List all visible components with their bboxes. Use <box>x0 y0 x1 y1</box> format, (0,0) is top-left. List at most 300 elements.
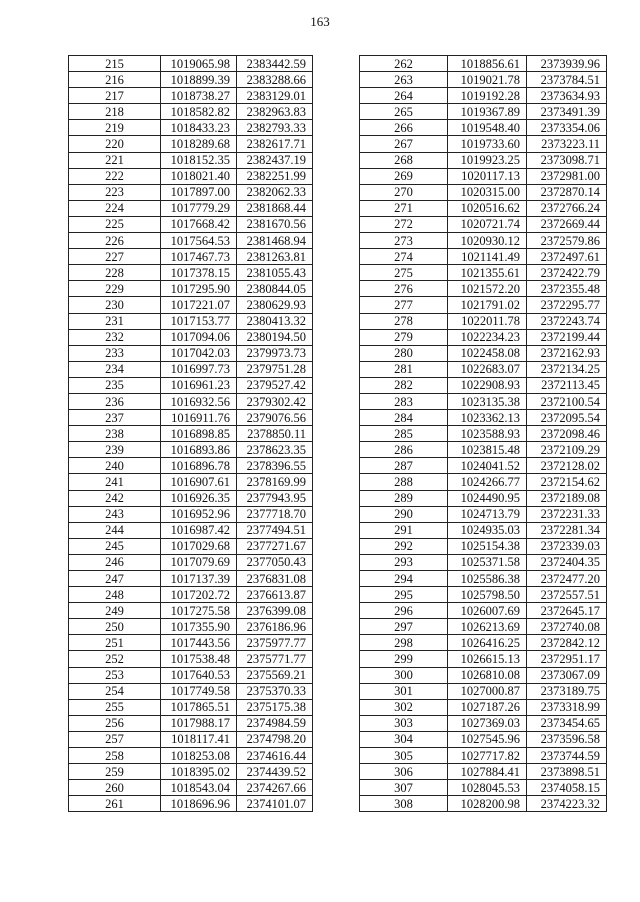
x-coordinate-cell: 1017275.58 <box>161 603 237 619</box>
table-row <box>69 635 313 651</box>
point-number-cell: 295 <box>360 587 448 603</box>
table-row <box>69 393 313 409</box>
table-row <box>360 345 607 361</box>
x-coordinate-cell: 1023362.13 <box>448 410 527 426</box>
table-row <box>360 442 607 458</box>
y-coordinate-cell: 2373454.65 <box>527 715 607 731</box>
point-number-cell: 290 <box>360 506 448 522</box>
x-coordinate-cell: 1017029.68 <box>161 538 237 554</box>
y-coordinate-cell: 2380629.93 <box>237 297 313 313</box>
table-row <box>360 796 607 812</box>
table-row <box>360 699 607 715</box>
x-coordinate-cell: 1019192.28 <box>448 88 527 104</box>
y-coordinate-cell: 2372477.20 <box>527 571 607 587</box>
table-row <box>360 667 607 683</box>
table-row <box>69 72 313 88</box>
table-row <box>360 281 607 297</box>
y-coordinate-cell: 2373318.99 <box>527 699 607 715</box>
x-coordinate-cell: 1017094.06 <box>161 329 237 345</box>
x-coordinate-cell: 1016952.96 <box>161 506 237 522</box>
point-number-cell: 224 <box>69 200 161 216</box>
y-coordinate-cell: 2378169.99 <box>237 474 313 490</box>
point-number-cell: 223 <box>69 184 161 200</box>
x-coordinate-cell: 1017467.73 <box>161 249 237 265</box>
y-coordinate-cell: 2377943.95 <box>237 490 313 506</box>
table-row <box>69 377 313 393</box>
x-coordinate-cell: 1020117.13 <box>448 168 527 184</box>
point-number-cell: 261 <box>69 796 161 812</box>
table-row <box>69 715 313 731</box>
point-number-cell: 275 <box>360 265 448 281</box>
point-number-cell: 267 <box>360 136 448 152</box>
point-number-cell: 283 <box>360 393 448 409</box>
x-coordinate-cell: 1022458.08 <box>448 345 527 361</box>
table-row <box>69 587 313 603</box>
point-number-cell: 234 <box>69 361 161 377</box>
y-coordinate-cell: 2377494.51 <box>237 522 313 538</box>
x-coordinate-cell: 1022011.78 <box>448 313 527 329</box>
point-number-cell: 251 <box>69 635 161 651</box>
point-number-cell: 254 <box>69 683 161 699</box>
x-coordinate-cell: 1017749.58 <box>161 683 237 699</box>
x-coordinate-cell: 1016926.35 <box>161 490 237 506</box>
point-number-cell: 248 <box>69 587 161 603</box>
x-coordinate-cell: 1016961.23 <box>161 377 237 393</box>
x-coordinate-cell: 1026213.69 <box>448 619 527 635</box>
y-coordinate-cell: 2372154.62 <box>527 474 607 490</box>
x-coordinate-cell: 1017779.29 <box>161 200 237 216</box>
point-number-cell: 272 <box>360 216 448 232</box>
y-coordinate-cell: 2372557.51 <box>527 587 607 603</box>
page-number: 163 <box>310 14 330 29</box>
point-number-cell: 218 <box>69 104 161 120</box>
table-row <box>69 748 313 764</box>
point-number-cell: 301 <box>360 683 448 699</box>
y-coordinate-cell: 2373354.06 <box>527 120 607 136</box>
table-row <box>69 764 313 780</box>
x-coordinate-cell: 1017378.15 <box>161 265 237 281</box>
x-coordinate-cell: 1017897.00 <box>161 184 237 200</box>
table-row <box>69 88 313 104</box>
point-number-cell: 304 <box>360 731 448 747</box>
x-coordinate-cell: 1018696.96 <box>161 796 237 812</box>
x-coordinate-cell: 1026416.25 <box>448 635 527 651</box>
point-number-cell: 233 <box>69 345 161 361</box>
point-number-cell: 249 <box>69 603 161 619</box>
table-row <box>69 554 313 570</box>
table-row <box>69 410 313 426</box>
x-coordinate-cell: 1016911.76 <box>161 410 237 426</box>
point-number-cell: 240 <box>69 458 161 474</box>
x-coordinate-cell: 1017355.90 <box>161 619 237 635</box>
table-row <box>360 474 607 490</box>
y-coordinate-cell: 2372766.24 <box>527 200 607 216</box>
table-row <box>69 216 313 232</box>
table-row <box>69 184 313 200</box>
x-coordinate-cell: 1017564.53 <box>161 233 237 249</box>
point-number-cell: 276 <box>360 281 448 297</box>
y-coordinate-cell: 2372231.33 <box>527 506 607 522</box>
point-number-cell: 299 <box>360 651 448 667</box>
table-row <box>69 168 313 184</box>
x-coordinate-cell: 1017988.17 <box>161 715 237 731</box>
y-coordinate-cell: 2376831.08 <box>237 571 313 587</box>
point-number-cell: 253 <box>69 667 161 683</box>
x-coordinate-cell: 1025586.38 <box>448 571 527 587</box>
point-number-cell: 256 <box>69 715 161 731</box>
y-coordinate-cell: 2374267.66 <box>237 780 313 796</box>
y-coordinate-cell: 2372189.08 <box>527 490 607 506</box>
point-number-cell: 259 <box>69 764 161 780</box>
point-number-cell: 298 <box>360 635 448 651</box>
x-coordinate-cell: 1020721.74 <box>448 216 527 232</box>
table-row <box>69 619 313 635</box>
table-row <box>360 748 607 764</box>
x-coordinate-cell: 1023135.38 <box>448 393 527 409</box>
point-number-cell: 307 <box>360 780 448 796</box>
point-number-cell: 270 <box>360 184 448 200</box>
y-coordinate-cell: 2383442.59 <box>237 56 313 72</box>
table-row <box>69 56 313 72</box>
x-coordinate-cell: 1021141.49 <box>448 249 527 265</box>
table-row <box>360 538 607 554</box>
coordinate-table-right-body <box>360 56 607 812</box>
x-coordinate-cell: 1028200.98 <box>448 796 527 812</box>
x-coordinate-cell: 1021355.61 <box>448 265 527 281</box>
x-coordinate-cell: 1027717.82 <box>448 748 527 764</box>
y-coordinate-cell: 2374058.15 <box>527 780 607 796</box>
point-number-cell: 281 <box>360 361 448 377</box>
y-coordinate-cell: 2373784.51 <box>527 72 607 88</box>
point-number-cell: 244 <box>69 522 161 538</box>
y-coordinate-cell: 2381868.44 <box>237 200 313 216</box>
table-row <box>69 345 313 361</box>
table-row <box>69 281 313 297</box>
coordinate-table-left-body <box>69 56 313 812</box>
table-row <box>69 265 313 281</box>
y-coordinate-cell: 2379973.73 <box>237 345 313 361</box>
y-coordinate-cell: 2375771.77 <box>237 651 313 667</box>
y-coordinate-cell: 2372842.12 <box>527 635 607 651</box>
x-coordinate-cell: 1017079.69 <box>161 554 237 570</box>
point-number-cell: 279 <box>360 329 448 345</box>
point-number-cell: 220 <box>69 136 161 152</box>
x-coordinate-cell: 1017042.03 <box>161 345 237 361</box>
point-number-cell: 242 <box>69 490 161 506</box>
x-coordinate-cell: 1020930.12 <box>448 233 527 249</box>
y-coordinate-cell: 2372295.77 <box>527 297 607 313</box>
table-row <box>360 72 607 88</box>
x-coordinate-cell: 1016907.61 <box>161 474 237 490</box>
point-number-cell: 228 <box>69 265 161 281</box>
table-row <box>360 490 607 506</box>
x-coordinate-cell: 1026810.08 <box>448 667 527 683</box>
y-coordinate-cell: 2376613.87 <box>237 587 313 603</box>
y-coordinate-cell: 2375977.77 <box>237 635 313 651</box>
x-coordinate-cell: 1024713.79 <box>448 506 527 522</box>
y-coordinate-cell: 2379076.56 <box>237 410 313 426</box>
table-row <box>360 265 607 281</box>
point-number-cell: 280 <box>360 345 448 361</box>
point-number-cell: 230 <box>69 297 161 313</box>
y-coordinate-cell: 2381263.81 <box>237 249 313 265</box>
x-coordinate-cell: 1024490.95 <box>448 490 527 506</box>
x-coordinate-cell: 1027369.03 <box>448 715 527 731</box>
table-row <box>69 104 313 120</box>
x-coordinate-cell: 1023815.48 <box>448 442 527 458</box>
table-row <box>360 136 607 152</box>
x-coordinate-cell: 1016898.85 <box>161 426 237 442</box>
table-row <box>69 667 313 683</box>
table-row <box>360 410 607 426</box>
y-coordinate-cell: 2372113.45 <box>527 377 607 393</box>
x-coordinate-cell: 1024935.03 <box>448 522 527 538</box>
x-coordinate-cell: 1025154.38 <box>448 538 527 554</box>
table-row <box>360 683 607 699</box>
y-coordinate-cell: 2375569.21 <box>237 667 313 683</box>
y-coordinate-cell: 2372339.03 <box>527 538 607 554</box>
y-coordinate-cell: 2372162.93 <box>527 345 607 361</box>
table-row <box>360 731 607 747</box>
y-coordinate-cell: 2375370.33 <box>237 683 313 699</box>
y-coordinate-cell: 2376399.08 <box>237 603 313 619</box>
x-coordinate-cell: 1017202.72 <box>161 587 237 603</box>
y-coordinate-cell: 2382251.99 <box>237 168 313 184</box>
y-coordinate-cell: 2372645.17 <box>527 603 607 619</box>
x-coordinate-cell: 1018899.39 <box>161 72 237 88</box>
table-row <box>69 361 313 377</box>
x-coordinate-cell: 1022683.07 <box>448 361 527 377</box>
x-coordinate-cell: 1018543.04 <box>161 780 237 796</box>
point-number-cell: 278 <box>360 313 448 329</box>
table-row <box>360 426 607 442</box>
y-coordinate-cell: 2373067.09 <box>527 667 607 683</box>
y-coordinate-cell: 2376186.96 <box>237 619 313 635</box>
point-number-cell: 287 <box>360 458 448 474</box>
table-row <box>360 393 607 409</box>
x-coordinate-cell: 1019021.78 <box>448 72 527 88</box>
y-coordinate-cell: 2381670.56 <box>237 216 313 232</box>
table-row <box>360 152 607 168</box>
table-row <box>360 554 607 570</box>
point-number-cell: 245 <box>69 538 161 554</box>
point-number-cell: 250 <box>69 619 161 635</box>
table-row <box>360 603 607 619</box>
x-coordinate-cell: 1023588.93 <box>448 426 527 442</box>
y-coordinate-cell: 2373939.96 <box>527 56 607 72</box>
y-coordinate-cell: 2372404.35 <box>527 554 607 570</box>
x-coordinate-cell: 1019548.40 <box>448 120 527 136</box>
y-coordinate-cell: 2382793.33 <box>237 120 313 136</box>
y-coordinate-cell: 2375175.38 <box>237 699 313 715</box>
x-coordinate-cell: 1018152.35 <box>161 152 237 168</box>
point-number-cell: 237 <box>69 410 161 426</box>
x-coordinate-cell: 1021572.20 <box>448 281 527 297</box>
table-row <box>69 538 313 554</box>
point-number-cell: 293 <box>360 554 448 570</box>
table-row <box>360 458 607 474</box>
y-coordinate-cell: 2373634.93 <box>527 88 607 104</box>
point-number-cell: 294 <box>360 571 448 587</box>
point-number-cell: 229 <box>69 281 161 297</box>
point-number-cell: 227 <box>69 249 161 265</box>
table-row <box>69 152 313 168</box>
point-number-cell: 255 <box>69 699 161 715</box>
table-row <box>69 683 313 699</box>
point-number-cell: 219 <box>69 120 161 136</box>
table-row <box>69 442 313 458</box>
y-coordinate-cell: 2372579.86 <box>527 233 607 249</box>
table-row <box>360 377 607 393</box>
point-number-cell: 238 <box>69 426 161 442</box>
x-coordinate-cell: 1020315.00 <box>448 184 527 200</box>
table-row <box>360 522 607 538</box>
x-coordinate-cell: 1019367.89 <box>448 104 527 120</box>
table-row <box>360 587 607 603</box>
y-coordinate-cell: 2382963.83 <box>237 104 313 120</box>
table-row <box>360 104 607 120</box>
table-row <box>360 506 607 522</box>
y-coordinate-cell: 2377271.67 <box>237 538 313 554</box>
x-coordinate-cell: 1017137.39 <box>161 571 237 587</box>
point-number-cell: 222 <box>69 168 161 184</box>
point-number-cell: 262 <box>360 56 448 72</box>
y-coordinate-cell: 2380413.32 <box>237 313 313 329</box>
point-number-cell: 236 <box>69 393 161 409</box>
table-row <box>360 329 607 345</box>
y-coordinate-cell: 2372497.61 <box>527 249 607 265</box>
y-coordinate-cell: 2372109.29 <box>527 442 607 458</box>
point-number-cell: 282 <box>360 377 448 393</box>
table-row <box>360 780 607 796</box>
point-number-cell: 247 <box>69 571 161 587</box>
point-number-cell: 263 <box>360 72 448 88</box>
x-coordinate-cell: 1019065.98 <box>161 56 237 72</box>
table-row <box>69 297 313 313</box>
point-number-cell: 302 <box>360 699 448 715</box>
table-row <box>360 56 607 72</box>
x-coordinate-cell: 1021791.02 <box>448 297 527 313</box>
point-number-cell: 265 <box>360 104 448 120</box>
point-number-cell: 243 <box>69 506 161 522</box>
point-number-cell: 285 <box>360 426 448 442</box>
point-number-cell: 308 <box>360 796 448 812</box>
point-number-cell: 306 <box>360 764 448 780</box>
point-number-cell: 252 <box>69 651 161 667</box>
x-coordinate-cell: 1018253.08 <box>161 748 237 764</box>
y-coordinate-cell: 2372355.48 <box>527 281 607 297</box>
y-coordinate-cell: 2379527.42 <box>237 377 313 393</box>
point-number-cell: 296 <box>360 603 448 619</box>
table-row <box>360 297 607 313</box>
x-coordinate-cell: 1017865.51 <box>161 699 237 715</box>
x-coordinate-cell: 1017295.90 <box>161 281 237 297</box>
point-number-cell: 286 <box>360 442 448 458</box>
y-coordinate-cell: 2378623.35 <box>237 442 313 458</box>
point-number-cell: 269 <box>360 168 448 184</box>
x-coordinate-cell: 1018582.82 <box>161 104 237 120</box>
table-row <box>69 780 313 796</box>
x-coordinate-cell: 1016896.78 <box>161 458 237 474</box>
point-number-cell: 300 <box>360 667 448 683</box>
y-coordinate-cell: 2382437.19 <box>237 152 313 168</box>
table-row <box>69 200 313 216</box>
table-row <box>69 249 313 265</box>
point-number-cell: 264 <box>360 88 448 104</box>
point-number-cell: 258 <box>69 748 161 764</box>
table-row <box>69 458 313 474</box>
y-coordinate-cell: 2382617.71 <box>237 136 313 152</box>
point-number-cell: 268 <box>360 152 448 168</box>
y-coordinate-cell: 2379751.28 <box>237 361 313 377</box>
y-coordinate-cell: 2372981.00 <box>527 168 607 184</box>
x-coordinate-cell: 1018738.27 <box>161 88 237 104</box>
y-coordinate-cell: 2381055.43 <box>237 265 313 281</box>
x-coordinate-cell: 1017668.42 <box>161 216 237 232</box>
coordinate-table-right <box>359 55 607 812</box>
x-coordinate-cell: 1025798.50 <box>448 587 527 603</box>
point-number-cell: 231 <box>69 313 161 329</box>
x-coordinate-cell: 1027000.87 <box>448 683 527 699</box>
point-number-cell: 241 <box>69 474 161 490</box>
point-number-cell: 257 <box>69 731 161 747</box>
table-row <box>69 136 313 152</box>
y-coordinate-cell: 2372422.79 <box>527 265 607 281</box>
x-coordinate-cell: 1018433.23 <box>161 120 237 136</box>
x-coordinate-cell: 1026007.69 <box>448 603 527 619</box>
x-coordinate-cell: 1017640.53 <box>161 667 237 683</box>
table-row <box>69 731 313 747</box>
point-number-cell: 284 <box>360 410 448 426</box>
table-row <box>360 361 607 377</box>
y-coordinate-cell: 2373596.58 <box>527 731 607 747</box>
y-coordinate-cell: 2372870.14 <box>527 184 607 200</box>
x-coordinate-cell: 1018395.02 <box>161 764 237 780</box>
point-number-cell: 216 <box>69 72 161 88</box>
y-coordinate-cell: 2373744.59 <box>527 748 607 764</box>
y-coordinate-cell: 2372098.46 <box>527 426 607 442</box>
table-row <box>69 490 313 506</box>
table-row <box>69 329 313 345</box>
point-number-cell: 246 <box>69 554 161 570</box>
x-coordinate-cell: 1019733.60 <box>448 136 527 152</box>
table-row <box>69 426 313 442</box>
y-coordinate-cell: 2372281.34 <box>527 522 607 538</box>
table-row <box>360 619 607 635</box>
x-coordinate-cell: 1026615.13 <box>448 651 527 667</box>
y-coordinate-cell: 2372128.02 <box>527 458 607 474</box>
x-coordinate-cell: 1018289.68 <box>161 136 237 152</box>
point-number-cell: 215 <box>69 56 161 72</box>
x-coordinate-cell: 1018021.40 <box>161 168 237 184</box>
y-coordinate-cell: 2374439.52 <box>237 764 313 780</box>
x-coordinate-cell: 1019923.25 <box>448 152 527 168</box>
x-coordinate-cell: 1017443.56 <box>161 635 237 651</box>
y-coordinate-cell: 2372199.44 <box>527 329 607 345</box>
point-number-cell: 271 <box>360 200 448 216</box>
y-coordinate-cell: 2372669.44 <box>527 216 607 232</box>
x-coordinate-cell: 1017153.77 <box>161 313 237 329</box>
point-number-cell: 303 <box>360 715 448 731</box>
point-number-cell: 297 <box>360 619 448 635</box>
y-coordinate-cell: 2383288.66 <box>237 72 313 88</box>
y-coordinate-cell: 2380194.50 <box>237 329 313 345</box>
table-row <box>360 715 607 731</box>
y-coordinate-cell: 2378396.55 <box>237 458 313 474</box>
y-coordinate-cell: 2379302.42 <box>237 393 313 409</box>
x-coordinate-cell: 1027187.26 <box>448 699 527 715</box>
table-row <box>360 120 607 136</box>
